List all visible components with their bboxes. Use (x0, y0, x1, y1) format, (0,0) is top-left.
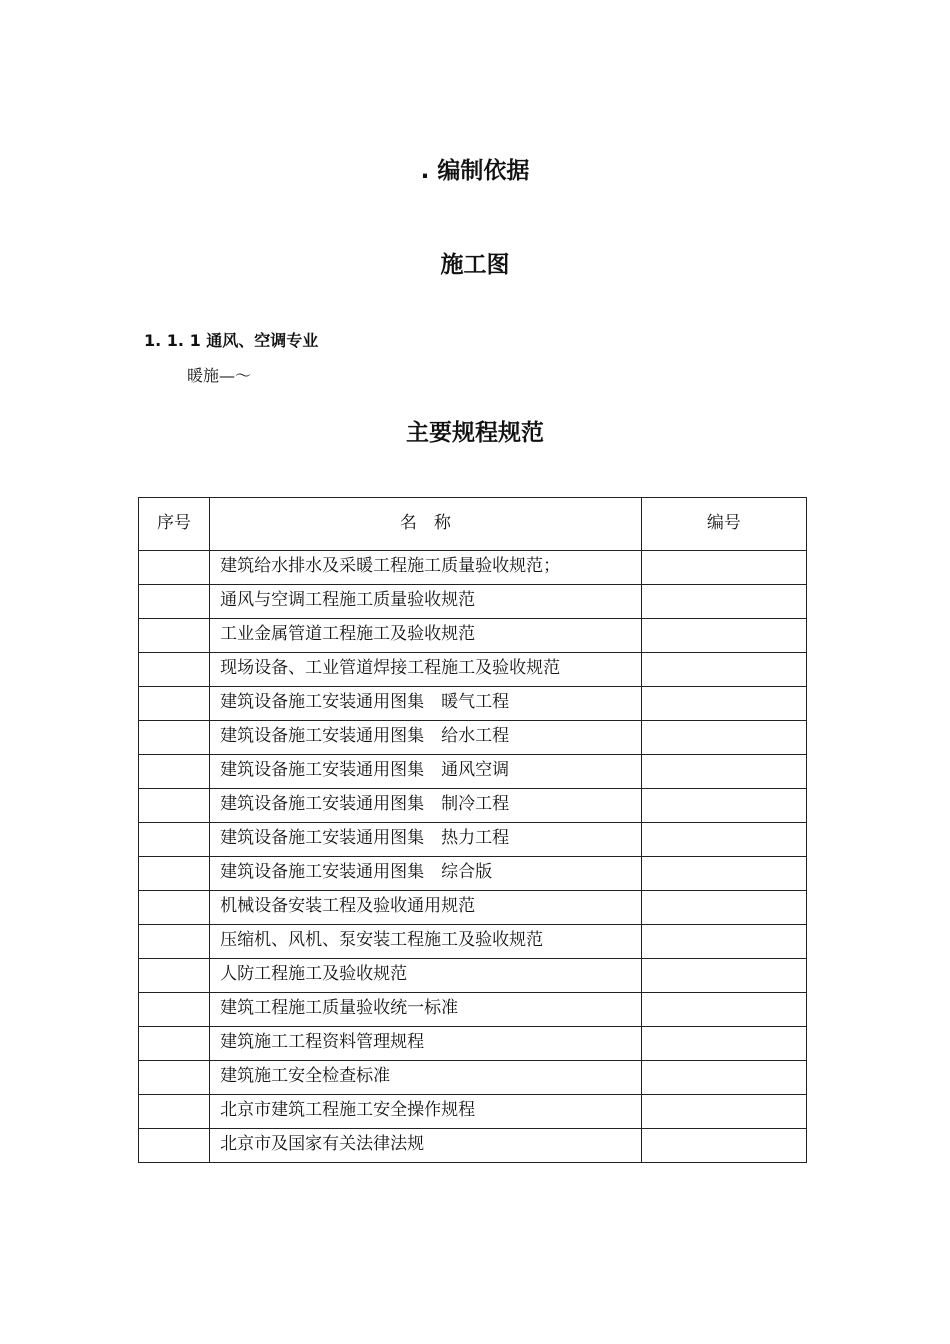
cell-code (641, 619, 806, 653)
cell-name: 建筑施工工程资料管理规程 (210, 1027, 642, 1061)
cell-code (641, 823, 806, 857)
cell-seq (139, 721, 210, 755)
cell-code (641, 585, 806, 619)
cell-seq (139, 585, 210, 619)
table-row (139, 755, 807, 789)
table-row (139, 619, 807, 653)
cell-seq (139, 891, 210, 925)
cell-name: 北京市及国家有关法律法规 (210, 1129, 642, 1163)
cell-name: 建筑给水排水及采暖工程施工质量验收规范； (210, 551, 642, 585)
cell-code (641, 891, 806, 925)
cell-code (641, 857, 806, 891)
cell-name: 建筑设备施工安装通用图集 制冷工程 (210, 789, 642, 823)
cell-code (641, 925, 806, 959)
cell-seq (139, 551, 210, 585)
table-row (139, 721, 807, 755)
cell-code (641, 755, 806, 789)
cell-name: 压缩机、风机、泵安装工程施工及验收规范 (210, 925, 642, 959)
section-title-drawings: 施工图 (440, 252, 510, 278)
header-code: 编号 (641, 498, 806, 551)
cell-name: 人防工程施工及验收规范 (210, 959, 642, 993)
cell-code (641, 959, 806, 993)
cell-code (641, 687, 806, 721)
cell-seq (139, 1061, 210, 1095)
table-row (139, 653, 807, 687)
cell-name: 建筑设备施工安装通用图集 给水工程 (210, 721, 642, 755)
cell-name: 工业金属管道工程施工及验收规范 (210, 619, 642, 653)
cell-code (641, 653, 806, 687)
cell-name: 建筑设备施工安装通用图集 综合版 (210, 857, 642, 891)
table-row (139, 993, 807, 1027)
table-row (139, 857, 807, 891)
cell-code (641, 993, 806, 1027)
table-row (139, 1027, 807, 1061)
cell-seq (139, 1129, 210, 1163)
cell-seq (139, 687, 210, 721)
cell-seq (139, 1095, 210, 1129)
cell-code (641, 1061, 806, 1095)
header-seq: 序号 (139, 498, 210, 551)
table-row (139, 585, 807, 619)
section-title-regulations: 主要规程规范 (406, 420, 544, 446)
cell-seq (139, 619, 210, 653)
cell-code (641, 1095, 806, 1129)
cell-seq (139, 755, 210, 789)
cell-name: 现场设备、工业管道焊接工程施工及验收规范 (210, 653, 642, 687)
table-body (139, 551, 807, 1163)
table-row (139, 1129, 807, 1163)
cell-code (641, 1027, 806, 1061)
cell-seq (139, 789, 210, 823)
table-row (139, 823, 807, 857)
cell-code (641, 551, 806, 585)
cell-code (641, 789, 806, 823)
cell-seq (139, 823, 210, 857)
regulations-table (138, 497, 807, 1163)
table-header-row (139, 498, 807, 551)
cell-name: 机械设备安装工程及验收通用规范 (210, 891, 642, 925)
drawing-reference: 暖施—～ (187, 366, 252, 385)
cell-seq (139, 1027, 210, 1061)
table-row (139, 551, 807, 585)
table-row (139, 687, 807, 721)
subsection-heading-hvac: 1. 1. 1 通风、空调专业 (144, 331, 319, 350)
cell-name: 建筑设备施工安装通用图集 通风空调 (210, 755, 642, 789)
table-row (139, 789, 807, 823)
cell-name: 建筑施工安全检查标准 (210, 1061, 642, 1095)
table-row (139, 959, 807, 993)
cell-seq (139, 925, 210, 959)
cell-name: 通风与空调工程施工质量验收规范 (210, 585, 642, 619)
table-row (139, 891, 807, 925)
section-title-basis: . 编制依据 (420, 158, 530, 184)
cell-seq (139, 993, 210, 1027)
table-row (139, 1095, 807, 1129)
table-row (139, 925, 807, 959)
cell-code (641, 721, 806, 755)
cell-name: 北京市建筑工程施工安全操作规程 (210, 1095, 642, 1129)
cell-seq (139, 959, 210, 993)
cell-name: 建筑工程施工质量验收统一标准 (210, 993, 642, 1027)
header-name: 名 称 (210, 498, 642, 551)
table-row (139, 1061, 807, 1095)
cell-seq (139, 653, 210, 687)
cell-name: 建筑设备施工安装通用图集 暖气工程 (210, 687, 642, 721)
cell-seq (139, 857, 210, 891)
cell-code (641, 1129, 806, 1163)
cell-name: 建筑设备施工安装通用图集 热力工程 (210, 823, 642, 857)
